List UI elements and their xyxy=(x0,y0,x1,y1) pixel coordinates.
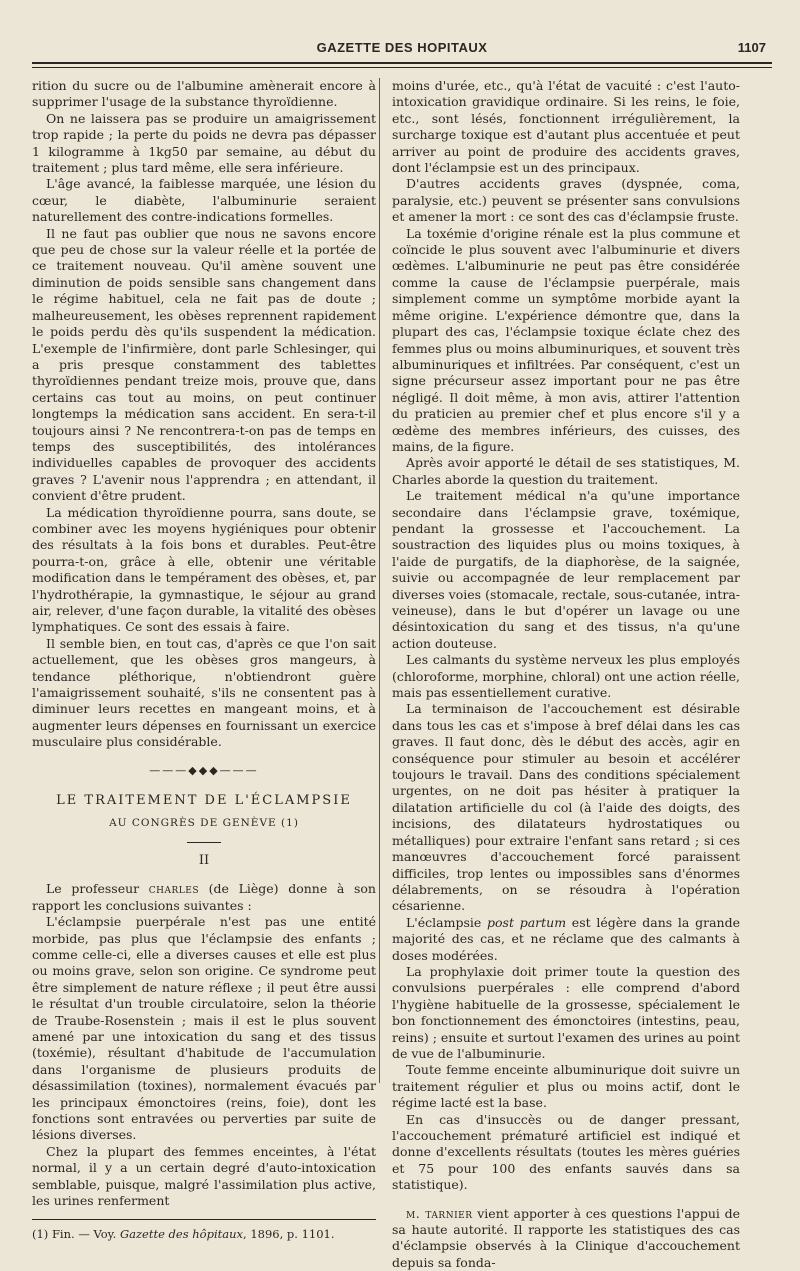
paragraph: Il ne faut pas oublier que nous ne savons encore que peu de chose sur la valeur réelle et la portée de ce traitement nouveau. Qu'il amène souvent une diminution de poids sensible sans changement dans le régime habituel, cela ne fait pas de doute ; malheureusement, les obèses reprennent rapidement le poids perdu dès qu'ils suspendent la médication. L'exemple de l'infirmière, dont parle Schlesinger, qui a pris presque constamment des tablettes thyroïdiennes pendant treize mois, prouve que, dans certains cas tout au moins, on peut continuer longtemps la médication sans accident. En sera-t-il toujours ainsi ? Ne rencontrera-t-on pas de temps en temps des susceptibilités, des intolérances individuelles capables de provoquer des accidents graves ? L'avenir nous l'apprendra ; en attendant, il convient d'être prudent. xyxy=(32,225,376,504)
paragraph-text: vient apporter à ces questions l'appui de sa haute autorité. Il rapporte les statistiques des cas d'éclampsie observés à la Clinique d'accouchement depuis sa fonda- xyxy=(392,1205,740,1270)
paragraph: La médication thyroïdienne pourra, sans doute, se combiner avec les moyens hygiéniques pour obtenir des résultats à la fois bons et durables. Peut-être pourra-t-on, grâce à elle, obtenir une véritable modification dans le tempérament des obèses, et, par l'hydrothérapie, la gymnastique, le séjour au grand air, relever, d'une façon durable, la vitalité des obèses lymphatiques. Ce sont des essais à faire. xyxy=(32,504,376,635)
paragraph: La terminaison de l'accouchement est désirable dans tous les cas et s'impose à bref délai dans les cas graves. Il faut donc, dès le début des accès, agir en conséquence pour stimuler au besoin et accélérer toujours le travail. Dans des conditions spécialement urgentes, on ne doit pas hésiter à pratiquer la dilatation artificielle du col (à l'aide des doigts, des incisions, des dilatateurs hydrostatiques ou métalliques) pour extraire l'enfant sans retard ; si ces manœuvres d'accouchement forcé paraissent difficiles, trop lentes ou impossibles sans d'énormes délabrements, on se résoudra à l'opération césarienne. xyxy=(392,701,740,914)
footnote-mark: (1) Fin. — Voy. xyxy=(32,1227,120,1242)
paragraph: Les calmants du système nerveux les plus employés (chloroforme, morphine, chloral) ont une action réelle, mais pas essentiellement curative. xyxy=(392,652,740,701)
author-name: m. tarnier xyxy=(406,1205,473,1221)
paragraph: Il semble bien, en tout cas, d'après ce que l'on sait actuellement, que les obèses gros mangeurs, à tendance pléthorique, n'obtiendront guère l'amaigrissement souhaité, s'ils ne consentent pas à diminuer leurs recettes en mangeant moins, et à augmenter leurs dépenses en fournissant un exercice musculaire plus considérable. xyxy=(32,635,376,750)
paragraph: La prophylaxie doit primer toute la question des convulsions puerpérales : elle comprend d'abord l'hygiène habituelle de la grossesse, spécialement le bon fonctionnement des émonctoires (intestins, peau, reins) ; ensuite et surtout l'examen des urines au point de vue de l'albuminurie. xyxy=(392,963,740,1061)
part-number: II xyxy=(198,852,210,868)
paragraph: L'éclampsie puerpérale n'est pas une entité morbide, pas plus que l'éclampsie des enfants ; comme celle-ci, elle a diverses causes et elle est plus ou moins grave, selon son origine. Ce syndrome peut être simplement de nature réflexe ; il peut être aussi le résultat d'un trouble circulatoire, selon la théorie de Traube-Rosenstein ; mais il est le plus souvent amené par une intoxication du sang et des tissus (toxémie), résultant d'habitude de l'accumulation dans l'organisme de plusieurs produits de désassimilation (toxines), normalement évacués par les principaux émonctoires (reins, foie), dont les fonctions sont entravées ou perverties par suite de lésions diverses. xyxy=(32,914,376,1143)
journal-title: GAZETTE DES HOPITAUX xyxy=(316,40,488,55)
paragraph: La toxémie d'origine rénale est la plus commune et coïncide le plus souvent avec l'albuminurie et divers œdèmes. L'albuminurie ne peut pas être considérée comme la cause de l'éclampsie puerpérale, mais simplement comme un symptôme morbide ayant la même origine. L'expérience démontre que, dans la plupart des cas, l'éclampsie toxique éclate chez des femmes plus ou moins albuminuriques, et souvent très albuminuriques et infiltrées. Par conséquent, c'est un signe précurseur assez important pour ne pas être négligé. Il doit même, à mon avis, attirer l'attention du praticien au premier chef et plus encore s'il y a œdème des membres inférieurs, des cuisses, des mains, de la figure. xyxy=(392,225,740,454)
footnote-text: , 1896, p. 1101. xyxy=(243,1227,335,1242)
paragraph xyxy=(392,1206,740,1271)
left-column xyxy=(32,78,376,1243)
paragraph xyxy=(32,881,376,914)
footnote-rule xyxy=(32,1219,376,1220)
paragraph: On ne laissera pas se produire un amaigrissement trop rapide ; la perte du poids ne devra pas dépasser 1 kilogramme à 1kg50 par semaine, au début du traitement ; plus tard même, elle sera inférieure. xyxy=(32,110,376,176)
paragraph xyxy=(392,915,740,964)
footnote-journal: Gazette des hôpitaux xyxy=(119,1227,244,1242)
paragraph: rition du sucre ou de l'albumine amènerait encore à supprimer l'usage de la substance thyroïdienne. xyxy=(32,78,376,110)
right-column xyxy=(392,78,740,1271)
paragraph: En cas d'insuccès ou de danger pressant, l'accouchement prématuré artificiel est indiqué et donne d'excellents résultats (toutes les mères guéries et 75 pour 100 des enfants sauvés dans sa statistique). xyxy=(392,1111,740,1193)
header-rule-thick xyxy=(32,62,772,64)
section-ornament: ———◆◆◆——— xyxy=(149,763,259,777)
paragraph: Le traitement médical n'a qu'une importance secondaire dans l'éclampsie grave, toxémique, pendant la grossesse et l'accouchement. La soustraction des liquides plus ou moins toxiques, à l'aide de purgatifs, de la diaphorèse, de la saignée, suivie ou accompagnée de leur remplacement par diverses voies (stomacale, rectale, sous-cutanée, intra-veineuse), dans le but d'opérer un lavage ou une désintoxication du sang et des tissus, n'a qu'une action douteuse. xyxy=(392,488,740,651)
author-name: charles xyxy=(148,881,200,897)
paragraph-text: est légère dans la grande majorité des cas, et ne réclame que des calmants à doses modérées. xyxy=(392,914,740,963)
paragraph-text: (de Liège) donne à son rapport les conclusions suivantes : xyxy=(32,881,376,913)
column-divider xyxy=(379,78,380,1083)
paragraph-lead: Le professeur xyxy=(46,881,149,897)
running-header xyxy=(32,36,772,58)
paragraph: moins d'urée, etc., qu'à l'état de vacuité : c'est l'auto-intoxication gravidique ordinaire. Si les reins, le foie, etc., sont lésés, fonctionnent irrégulièrement, la surcharge toxique est d'autant plus accentuée et peut arriver au point de produire des accidents graves, dont l'éclampsie est un des principaux. xyxy=(392,78,740,176)
page-number: 1107 xyxy=(737,40,766,55)
paragraph: Chez la plupart des femmes enceintes, à l'état normal, il y a un certain degré d'auto-intoxication semblable, puisque, malgré l'assimilation plus active, les urines renferment xyxy=(32,1143,376,1208)
paragraph: Toute femme enceinte albuminurique doit suivre un traitement régulier et plus ou moins actif, dont le régime lacté est la base. xyxy=(392,1062,740,1111)
emphasis-text: post partum xyxy=(487,914,567,930)
paragraph: D'autres accidents graves (dyspnée, coma, paralysie, etc.) peuvent se présenter sans convulsions et amener la mort : ce sont des cas d'éclampsie fruste. xyxy=(392,176,740,225)
section-subtitle: AU CONGRÈS DE GENÈVE (1) xyxy=(109,817,299,830)
paragraph: L'âge avancé, la faiblesse marquée, une lésion du cœur, le diabète, l'albuminurie seraient naturellement des contre-indications formelles. xyxy=(32,176,376,225)
paragraph-lead: L'éclampsie xyxy=(406,914,487,930)
header-rule-thin xyxy=(32,67,772,68)
paragraph: Après avoir apporté le détail de ses statistiques, M. Charles aborde la question du traitement. xyxy=(392,455,740,487)
short-divider xyxy=(187,842,221,843)
section-title: LE TRAITEMENT DE L'ÉCLAMPSIE xyxy=(56,793,352,809)
footnote xyxy=(32,1226,376,1242)
